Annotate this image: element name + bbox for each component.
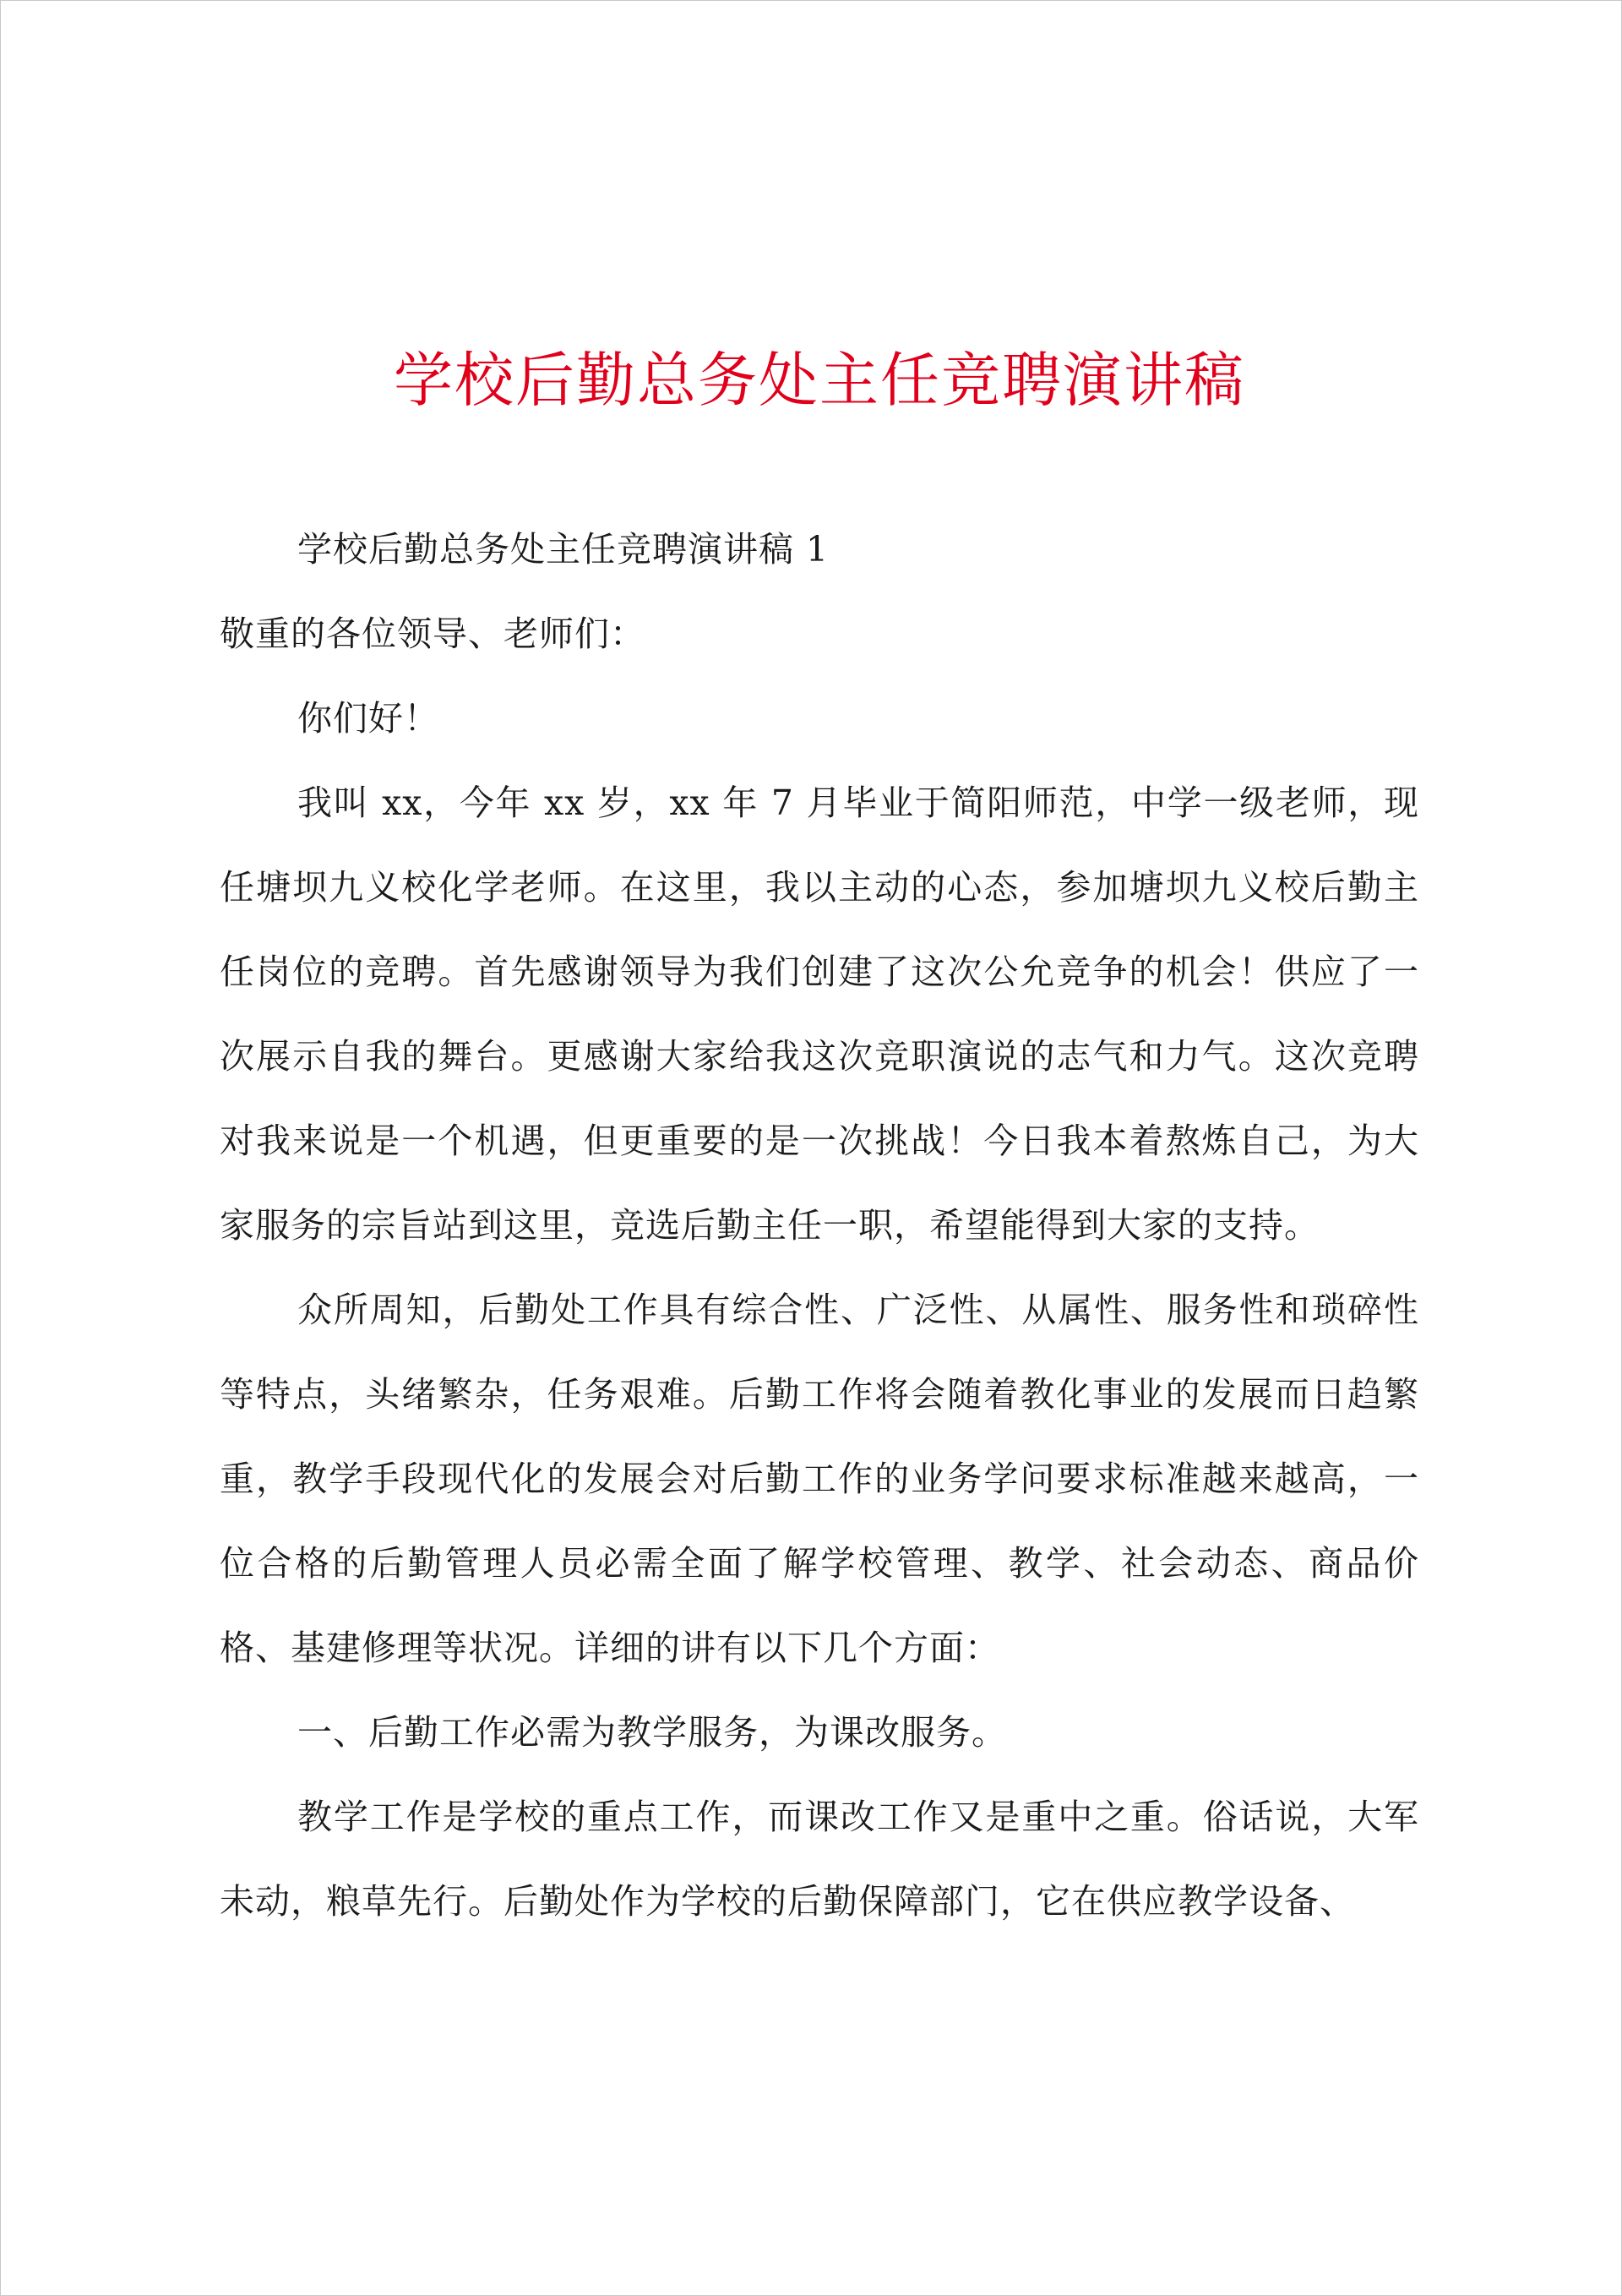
paragraph-section-heading: 一、后勤工作必需为教学服务，为课改服务。 (297, 1712, 1007, 1753)
document-title: 学校后勤总务处主任竞聘演讲稿 (394, 346, 1245, 415)
salutation: 敬重的各位领导、老师们： (220, 614, 645, 654)
paragraph-introduction: 我叫 xx，今年 xx 岁，xx 年 7 月毕业于简阳师范，中学一级老师，现任塘坝九义校化学老师。在这里，我以主动的心态，参加塘坝九义校后勤主任岗位的竞聘。首先感谢领导为我们创建了这次公允竞争的机会！供应了一次展示自我的舞台。更感谢大家给我这次竞职演说的志气和力气。这次竞聘对我来说是一个机遇，但更重要的是一次挑战！今日我本着熬炼自己，为大家服务的宗旨站到这里，竞选后勤主任一职，希望能得到大家的支持。 (220, 783, 1419, 1246)
greeting: 你们好！ (297, 698, 439, 739)
document-subtitle: 学校后勤总务处主任竞聘演讲稿 1 (297, 529, 830, 570)
paragraph-teaching-work: 教学工作是学校的重点工作，而课改工作又是重中之重。俗话说，大军未动，粮草先行。后勤处作为学校的后勤保障部门，它在供应教学设备、 (220, 1797, 1419, 1922)
paragraph-logistics-overview: 众所周知，后勤处工作具有综合性、广泛性、从属性、服务性和琐碎性等特点，头绪繁杂，任务艰难。后勤工作将会随着教化事业的发展而日趋繁重，教学手段现代化的发展会对后勤工作的业务学问要求标准越来越高，一位合格的后勤管理人员必需全面了解学校管理、教学、社会动态、商品价格、基建修理等状况。详细的讲有以下几个方面： (220, 1290, 1419, 1668)
document-body (220, 338, 1419, 1944)
